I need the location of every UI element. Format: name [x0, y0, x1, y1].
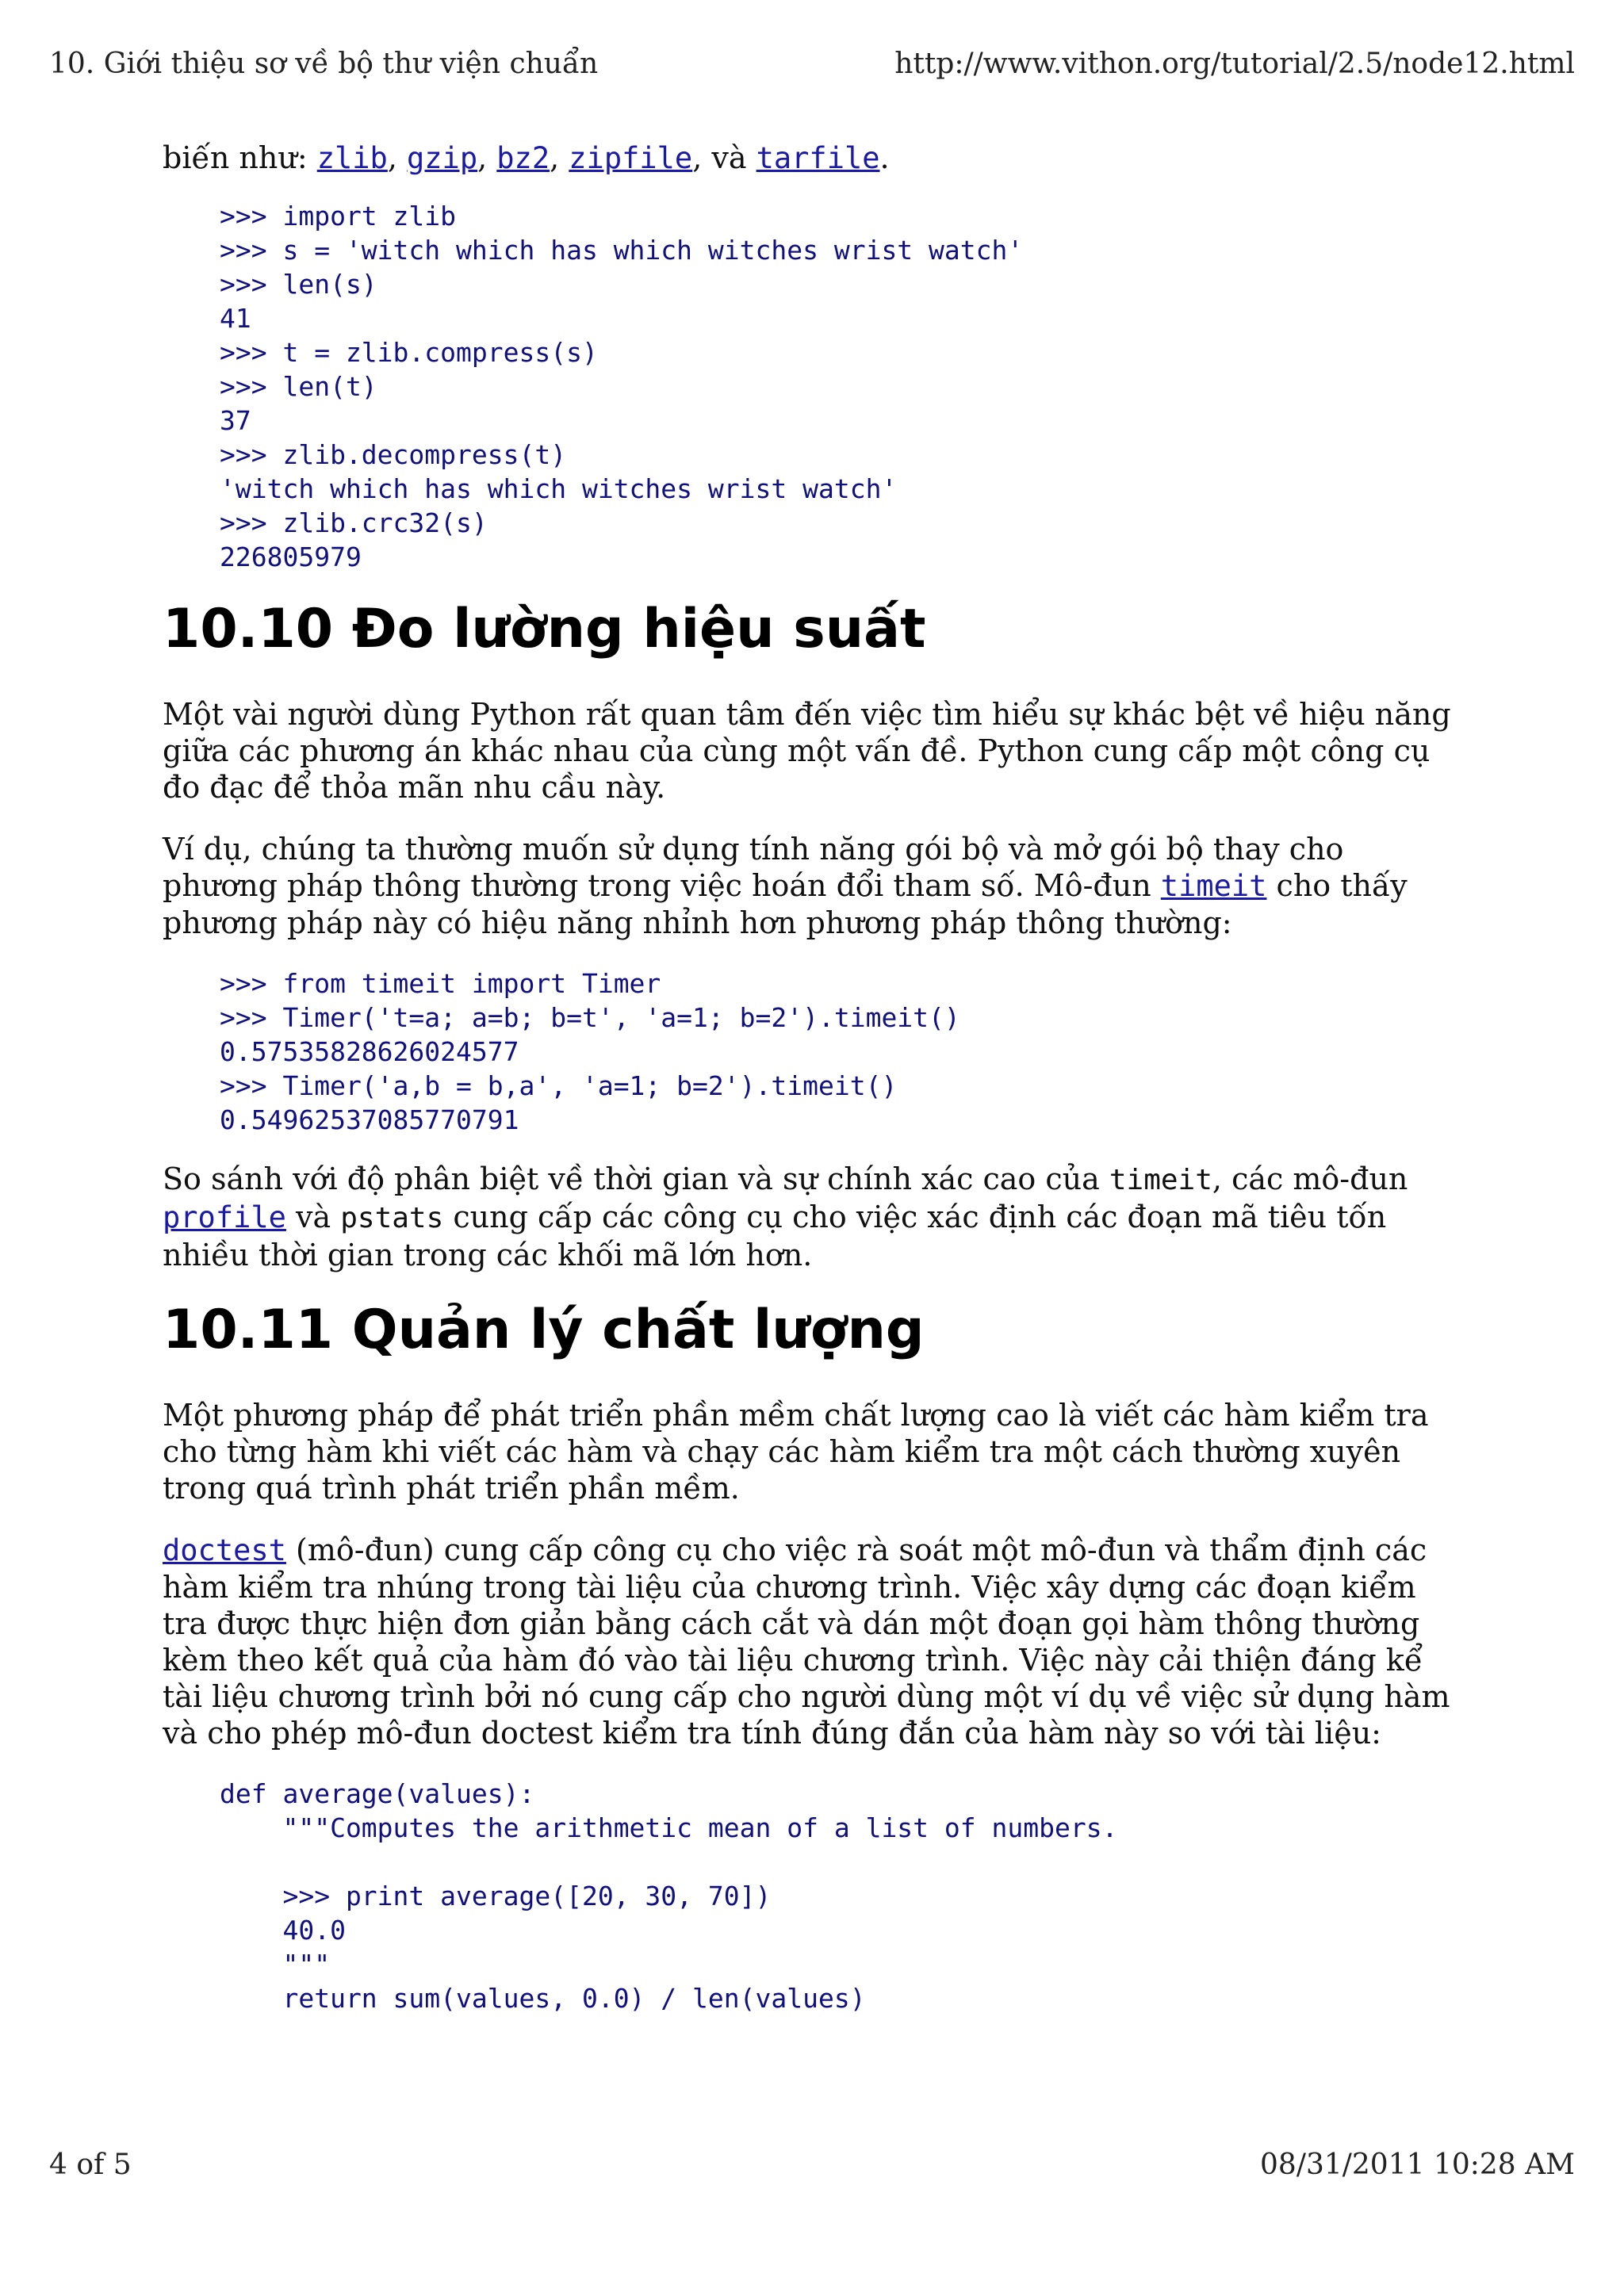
- page-title: 10. Giới thiệu sơ về bộ thư viện chuẩn: [49, 48, 599, 80]
- paragraph-quality-intro: Một phương pháp để phát triển phần mềm chất lượng cao là viết các hàm kiểm tra cho từng hàm khi viết các hàm và chạy các hàm kiểm tra một cách thường xuyên trong quá trình phát triển phần mềm.: [163, 1398, 1429, 1506]
- code-block-zlib: >>> import zlib >>> s = 'witch which has which witches wrist watch' >>> len(s) 41 >>> t = zlib.compress(s) >>> len(t) 37 >>> zlib.decompress(t) 'witch which has which witches wrist watch' >>> zlib.crc32(s) 226805979: [220, 201, 1024, 572]
- paragraph-timeit: Ví dụ, chúng ta thường muốn sử dụng tính năng gói bộ và mở gói bộ thay cho phương pháp thông thường trong việc hoán đổi tham số. Mô-đun timeit cho thấy phương pháp này có hiệu năng nhỉnh hơn phương pháp thông thường:: [163, 832, 1408, 940]
- link-bz2[interactable]: bz2: [496, 141, 550, 175]
- page-url: http://www.vithon.org/tutorial/2.5/node12.html: [894, 48, 1575, 80]
- page-number: 4 of 5: [49, 2149, 132, 2181]
- print-datetime: 08/31/2011 10:28 AM: [1260, 2149, 1575, 2181]
- document-content: [163, 140, 1463, 2039]
- section-heading-10-11: 10.11 Quản lý chất lượng: [163, 1299, 925, 1361]
- print-footer: [49, 2149, 1575, 2181]
- inline-code-timeit: timeit: [1109, 1164, 1212, 1196]
- paragraph-performance-intro: Một vài người dùng Python rất quan tâm đến việc tìm hiểu sự khác bệt về hiệu năng giữa các phương án khác nhau của cùng một vấn đề. Python cung cấp một công cụ đo đạc để thỏa mãn nhu cầu này.: [163, 697, 1451, 805]
- link-doctest[interactable]: doctest: [163, 1533, 286, 1567]
- print-header: [49, 48, 1575, 80]
- inline-code-pstats: pstats: [340, 1202, 444, 1234]
- intro-paragraph: biến như: zlib, gzip, bz2, zipfile, và tarfile.: [163, 140, 890, 175]
- code-block-timeit: >>> from timeit import Timer >>> Timer('t=a; a=b; b=t', 'a=1; b=2').timeit() 0.57535828626024577 >>> Timer('a,b = b,a', 'a=1; b=2').timeit() 0.54962537085770791: [220, 968, 960, 1135]
- link-zipfile[interactable]: zipfile: [569, 141, 693, 175]
- link-zlib[interactable]: zlib: [316, 141, 388, 175]
- paragraph-doctest: doctest (mô-đun) cung cấp công cụ cho việc rà soát một mô-đun và thẩm định các hàm kiểm tra nhúng trong tài liệu của chương trình. Việc xây dựng các đoạn kiểm tra được thực hiện đơn giản bằng cách cắt và dán một đoạn gọi hàm thông thường kèm theo kết quả của hàm đó vào tài liệu chương trình. Việc này cải thiện đáng kể tài liệu chương trình bởi nó cung cấp cho người dùng một ví dụ về việc sử dụng hàm và cho phép mô-đun doctest kiểm tra tính đúng đắn của hàm này so với tài liệu:: [163, 1533, 1450, 1751]
- link-gzip[interactable]: gzip: [407, 141, 478, 175]
- code-block-doctest: def average(values): """Computes the arithmetic mean of a list of numbers. >>> print average([20, 30, 70]) 40.0 """ return sum(values, 0.0) / len(values): [220, 1778, 1118, 2014]
- paragraph-profile: So sánh với độ phân biệt về thời gian và sự chính xác cao của timeit, các mô-đun profile và pstats cung cấp các công cụ cho việc xác định các đoạn mã tiêu tốn nhiều thời gian trong các khối mã lớn hơn.: [163, 1161, 1408, 1272]
- link-profile[interactable]: profile: [163, 1200, 286, 1234]
- link-tarfile[interactable]: tarfile: [756, 141, 880, 175]
- link-timeit[interactable]: timeit: [1160, 869, 1267, 903]
- section-heading-10-10: 10.10 Đo lường hiệu suất: [163, 598, 926, 660]
